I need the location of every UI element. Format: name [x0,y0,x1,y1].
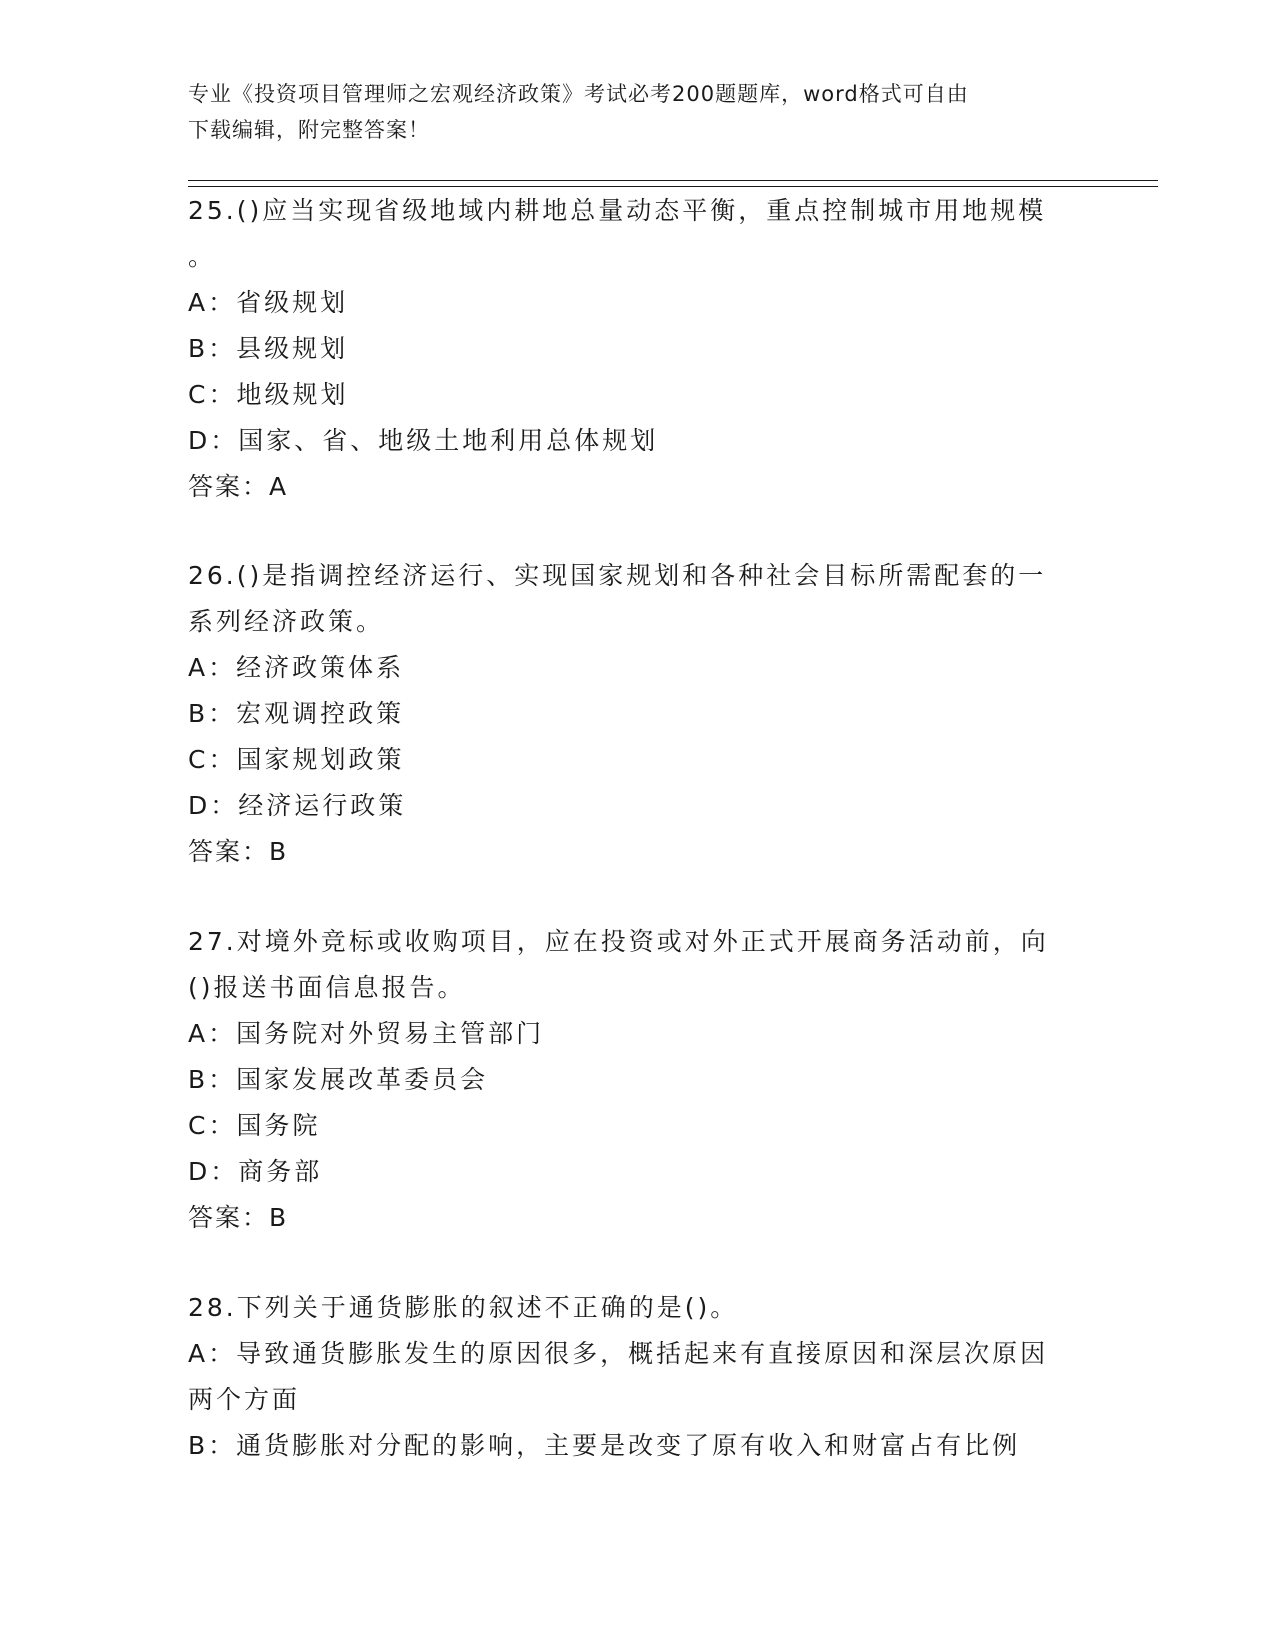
option-b: B：通货膨胀对分配的影响，主要是改变了原有收入和财富占有比例 [188,1431,1021,1460]
option-c: C：国家规划政策 [188,745,405,774]
answer: 答案：B [188,837,289,866]
document-header [188,76,1088,148]
question-28 [188,1285,1088,1469]
answer: 答案：B [188,1203,289,1232]
answer: 答案：A [188,472,289,501]
option-a: A：国务院对外贸易主管部门 [188,1019,545,1048]
question-stem: 系列经济政策。 [188,607,385,636]
option-b: B：县级规划 [188,334,349,363]
question-27 [188,919,1088,1241]
option-b: B：宏观调控政策 [188,699,405,728]
question-stem: 26.()是指调控经济运行、实现国家规划和各种社会目标所需配套的一 [188,561,1047,590]
option-a: A：经济政策体系 [188,653,405,682]
question-stem: ()报送书面信息报告。 [188,973,466,1002]
option-d: D：国家、省、地级土地利用总体规划 [188,426,659,455]
question-stem: 25.()应当实现省级地域内耕地总量动态平衡，重点控制城市用地规模 [188,196,1047,225]
option-c: C：国务院 [188,1111,321,1140]
option-d: D：商务部 [188,1157,323,1186]
option-d: D：经济运行政策 [188,791,407,820]
header-line-2: 下载编辑，附完整答案！ [188,118,430,142]
question-stem: 27.对境外竞标或收购项目，应在投资或对外正式开展商务活动前，向 [188,927,1049,956]
question-25 [188,188,1088,510]
option-c: C：地级规划 [188,380,349,409]
question-26 [188,553,1088,875]
option-a: A：省级规划 [188,288,349,317]
option-a: A：导致通货膨胀发生的原因很多，概括起来有直接原因和深层次原因 [188,1339,1049,1368]
header-line-1: 专业《投资项目管理师之宏观经济政策》考试必考200题题库，word格式可自由 [188,82,969,106]
header-divider-top [188,180,1158,181]
option-a-continued: 两个方面 [188,1385,301,1414]
question-stem: 。 [188,242,217,271]
header-divider-bottom [188,186,1158,187]
option-b: B：国家发展改革委员会 [188,1065,489,1094]
question-stem: 28.下列关于通货膨胀的叙述不正确的是()。 [188,1293,739,1322]
